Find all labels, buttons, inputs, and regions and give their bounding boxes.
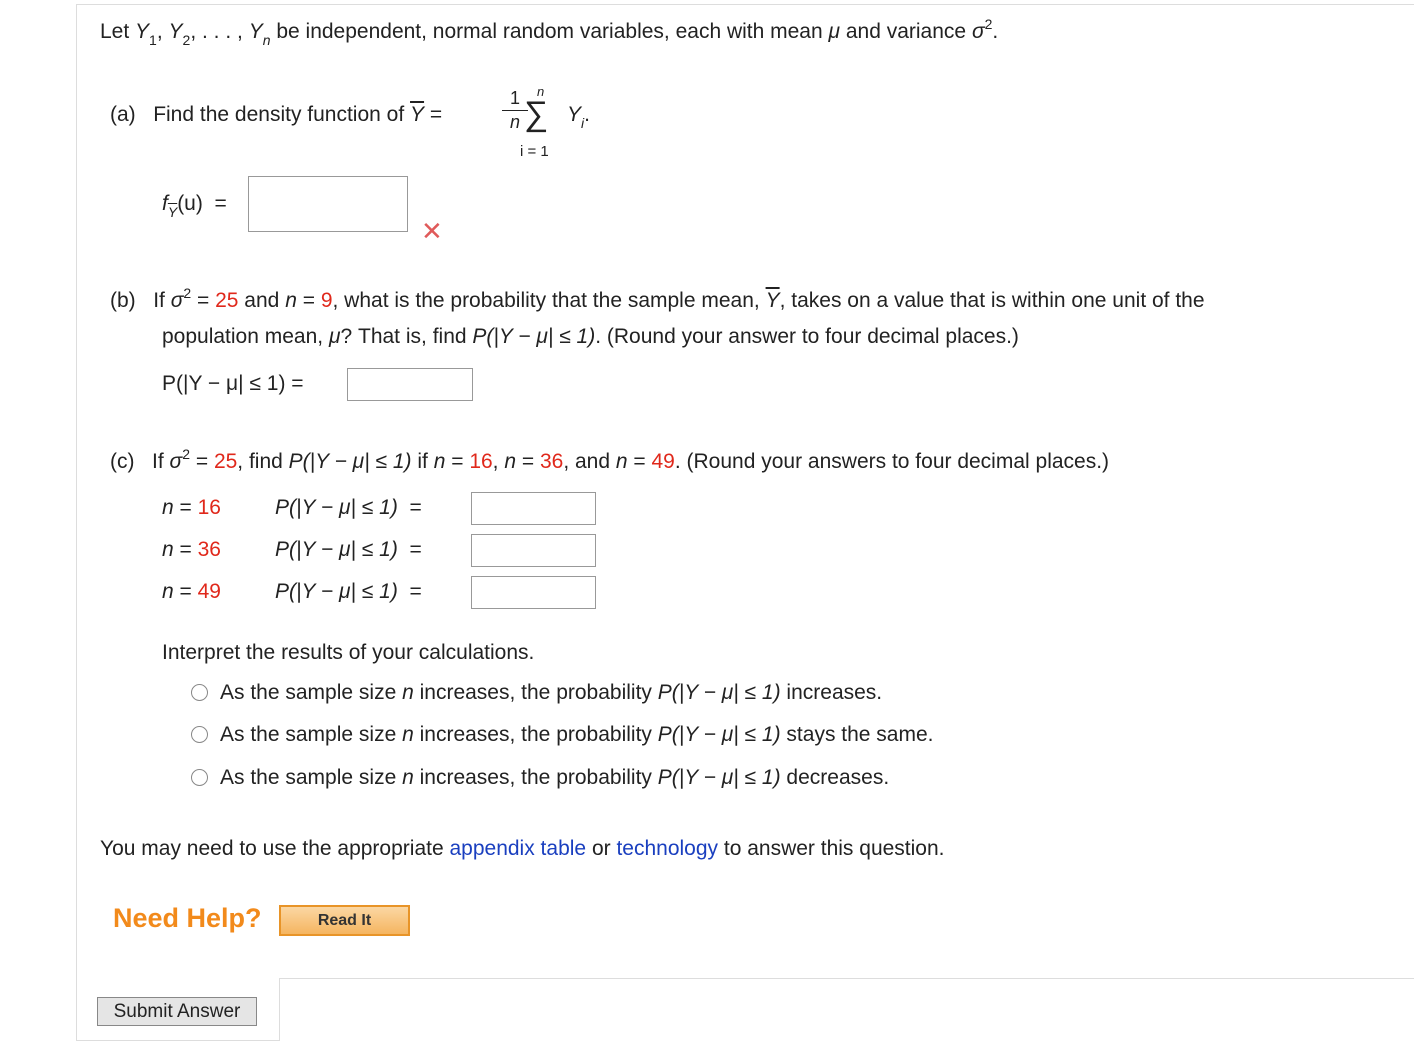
sum-lower-limit: i = 1 <box>520 143 549 160</box>
row-n36-answer-input[interactable] <box>471 534 596 567</box>
radio-increases[interactable] <box>191 684 208 701</box>
part-b-answer-label: P(|Y − μ| ≤ 1) = <box>162 372 304 395</box>
option-stays-same-label[interactable]: As the sample size n increases, the probability P(|Y − μ| ≤ 1) stays the same. <box>220 723 934 746</box>
part-c-question: (c) If $\sigma^2 = 25$, find P(|Y − μ| ≤ 1) if n = 16, n = 36, and n = 49. (Round your answers to four decimal places.) <box>110 446 1110 473</box>
row-n49-label: n = 49 <box>162 580 221 603</box>
part-c-label: (c) <box>110 450 135 473</box>
fraction-one-over-n: 1 n <box>500 88 530 133</box>
row-n49-answer-input[interactable] <box>471 576 596 609</box>
part-b-question-line2: population mean, μ? That is, find P(|Y − μ| ≤ 1). (Round your answer to four decimal places.) <box>162 325 1019 348</box>
frame-top-border <box>76 4 1414 5</box>
sum-term: $Y_i$. <box>567 103 590 131</box>
density-function-input[interactable] <box>248 176 408 232</box>
intro-statement: Let $Y_1$, $Y_2$, . . . , $Y_n$ be independent, normal random variables, each with mean μ and variance $\sigma^2$. <box>100 16 999 48</box>
part-a-question: (a) Find the density function of $\overline{Y}$ = <box>110 103 443 126</box>
row-n16-prob: P(|Y − μ| ≤ 1) = <box>275 496 422 519</box>
row-n49-prob: P(|Y − μ| ≤ 1) = <box>275 580 422 603</box>
row-n16-answer-input[interactable] <box>471 492 596 525</box>
part-b-answer-input[interactable] <box>347 368 473 401</box>
read-it-button[interactable]: Read It <box>279 905 410 936</box>
row-n36-label: n = 36 <box>162 538 221 561</box>
radio-stays-same[interactable] <box>191 726 208 743</box>
need-help-label: Need Help? <box>113 903 262 933</box>
technology-link[interactable]: technology <box>616 837 719 860</box>
frame-submit-divider <box>279 978 280 1040</box>
option-increases-label[interactable]: As the sample size n increases, the probability P(|Y − μ| ≤ 1) increases. <box>220 681 883 704</box>
part-b-label: (b) <box>110 289 136 312</box>
frame-bottom-border <box>76 1040 280 1041</box>
row-n36-prob: P(|Y − μ| ≤ 1) = <box>275 538 422 561</box>
frame-submit-top-border <box>279 978 1414 979</box>
appendix-table-link[interactable]: appendix table <box>449 837 587 860</box>
row-n16-label: n = 16 <box>162 496 221 519</box>
option-decreases-label[interactable]: As the sample size n increases, the probability P(|Y − μ| ≤ 1) decreases. <box>220 766 890 789</box>
interpret-prompt: Interpret the results of your calculations. <box>162 641 535 664</box>
part-b-question: (b) If $\sigma^2 = 25$ and n = 9, what is the probability that the sample mean, $\overline{Y}$, takes on a value that is within one unit of the <box>110 285 1205 312</box>
summation-icon: ∑ <box>524 95 549 133</box>
density-function-label: $f_{\overline{Y}}(u)$ = <box>162 192 227 220</box>
frame-left-border <box>76 4 77 1040</box>
sum-upper-limit: n <box>537 84 545 99</box>
part-a-label: (a) <box>110 103 136 126</box>
submit-answer-button[interactable]: Submit Answer <box>97 997 257 1026</box>
footer-note: You may need to use the appropriate appendix table or technology to answer this question. <box>100 837 945 860</box>
incorrect-x-icon: ✕ <box>421 216 443 246</box>
radio-decreases[interactable] <box>191 769 208 786</box>
